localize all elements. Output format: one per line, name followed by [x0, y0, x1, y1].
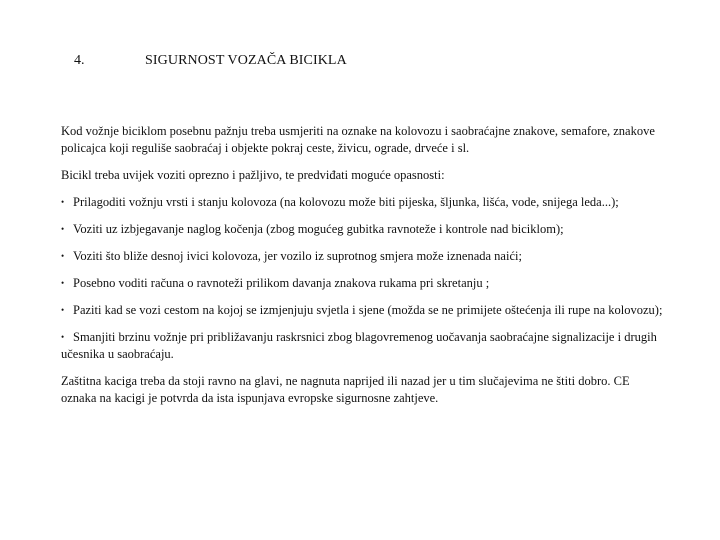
bullet-item [61, 302, 663, 319]
document-body [61, 123, 663, 417]
bullet-text: Posebno voditi računa o ravnoteži prilikom davanja znakova rukama pri skretanju ; [73, 276, 490, 290]
bullet-text: Smanjiti brzinu vožnje pri približavanju raskrsnici zbog blagovremenog uočavanja saobraćajne signalizacije i drugih učesnika u saobraćaju. [61, 330, 657, 361]
section-number: 4. [74, 53, 85, 68]
bullet-icon: • [61, 197, 65, 207]
bullet-icon: • [61, 251, 65, 261]
intro-paragraph: Kod vožnje biciklom posebnu pažnju treba usmjeriti na oznake na kolovozu i saobraćajne znakove, semafore, znakove policajca koji reguliše saobraćaj i objekte pokraj ceste, živicu, ograde, drveće i sl. [61, 124, 655, 155]
bullet-icon: • [61, 278, 65, 288]
bullet-text: Voziti uz izbjegavanje naglog kočenja (zbog mogućeg gubitka ravnoteže i kontrole nad biciklom); [73, 222, 564, 236]
bullet-text: Voziti što bliže desnoj ivici kolovoza, jer vozilo iz suprotnog smjera može iznenada naići; [73, 249, 522, 263]
bullet-item [61, 194, 663, 211]
bullet-item [61, 275, 663, 292]
bullet-icon: • [61, 305, 65, 315]
section-title: SIGURNOST VOZAČA BICIKLA [145, 53, 347, 68]
closing-paragraph: Zaštitna kaciga treba da stoji ravno na glavi, ne nagnuta naprijed ili nazad jer u tim slučajevima ne štiti dobro. CE oznaka na kacigi je potvrda da ista ispunjava evropske sigurnosne zahtjeve. [61, 374, 630, 405]
bullet-item [61, 248, 663, 265]
bullet-text: Paziti kad se vozi cestom na kojoj se izmjenjuju svjetla i sjene (možda se ne primijete oštećenja ili rupe na kolovozu); [73, 303, 663, 317]
bullet-icon: • [61, 224, 65, 234]
bullet-item [61, 221, 663, 238]
lead-paragraph: Bicikl treba uvijek voziti oprezno i pažljivo, te predviđati moguće opasnosti: [61, 168, 445, 182]
bullet-icon: • [61, 332, 65, 342]
bullet-item [61, 329, 663, 363]
bullet-text: Prilagoditi vožnju vrsti i stanju kolovoza (na kolovozu može biti pijeska, šljunka, lišća, vode, snijega leda...); [73, 195, 619, 209]
